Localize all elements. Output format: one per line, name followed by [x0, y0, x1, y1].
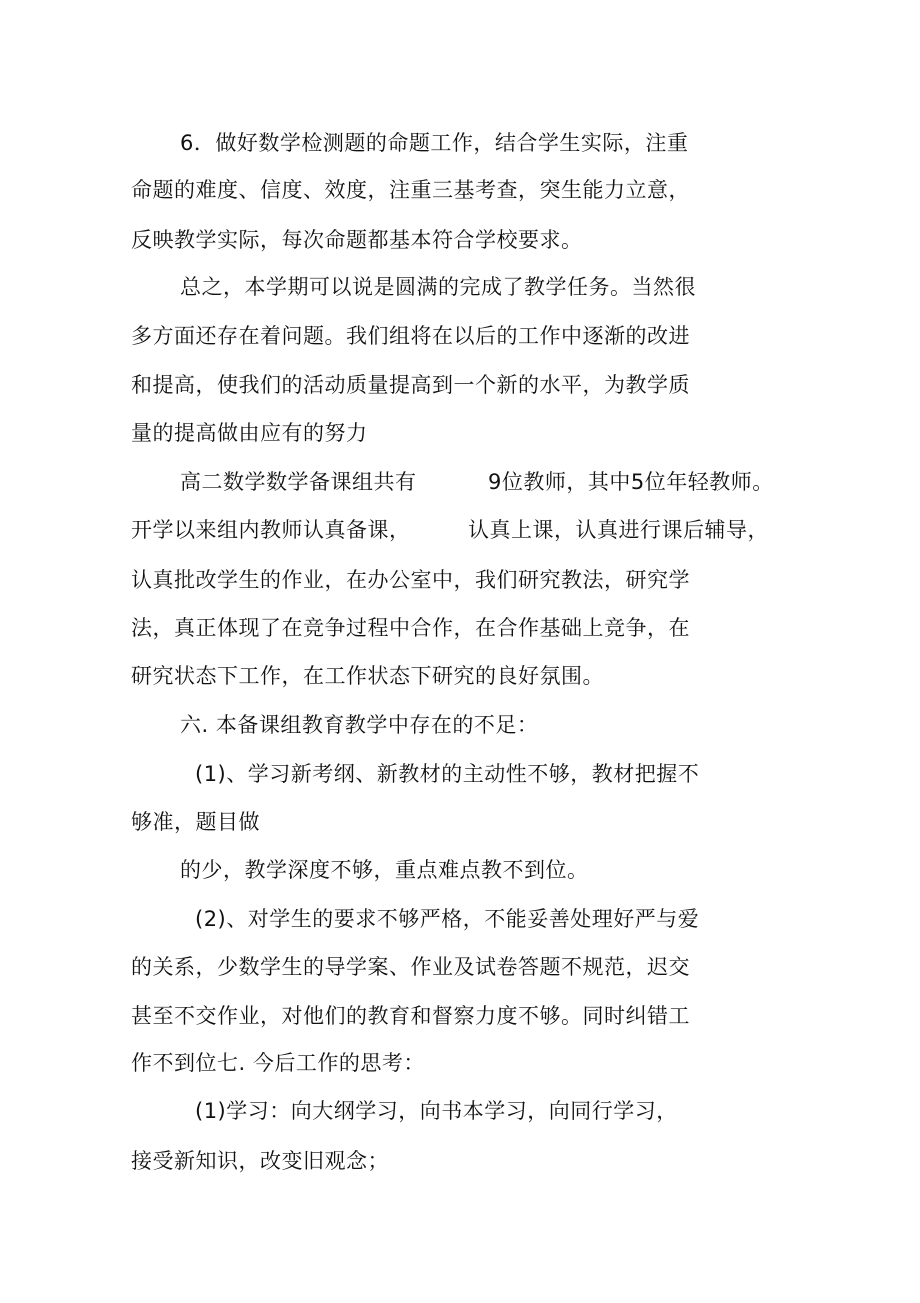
text-line: 和提高，使我们的活动质量提高到一个新的水平，为教学质 — [131, 373, 690, 397]
text-line: 高二数学数学备课组共有 — [180, 470, 417, 494]
text-line: 多方面还存在着问题。我们组将在以后的工作中逐渐的改进 — [131, 324, 690, 348]
text-line: 反映教学实际，每次命题都基本符合学校要求。 — [131, 228, 583, 252]
text-line: 总之，本学期可以说是圆满的完成了教学任务。当然很 — [180, 275, 696, 299]
text-line: 法，真正体现了在竞争过程中合作，在合作基础上竞争，在 — [131, 616, 690, 640]
text-line: 命题的难度、信度、效度，注重三基考查，突生能力立意， — [131, 178, 690, 202]
text-line: 的少，教学深度不够，重点难点教不到位。 — [180, 858, 589, 882]
text-line: 开学以来组内教师认真备课， — [131, 518, 411, 542]
text-line: 6．做好数学检测题的命题工作，结合学生实际，注重 — [180, 131, 689, 155]
text-line: (1)、学习新考纲、新教材的主动性不够，教材把握不 — [195, 762, 700, 786]
section-heading: 六. 本备课组教育教学中存在的不足： — [180, 713, 539, 737]
text-line: (2)、对学生的要求不够严格，不能妥善处理好严与爱 — [195, 907, 700, 931]
text-line: 作不到位七. 今后工作的思考： — [131, 1051, 425, 1075]
text-line: 量的提高做由应有的努力 — [131, 421, 368, 445]
text-line: 够准，题目做 — [131, 810, 260, 834]
text-line: (1)学习：向大纲学习，向书本学习，向同行学习， — [195, 1099, 678, 1123]
text-line: 研究状态下工作，在工作状态下研究的良好氛围。 — [131, 664, 604, 688]
text-line: 的关系，少数学生的导学案、作业及试卷答题不规范，迟交 — [131, 955, 690, 979]
text-line: 认真批改学生的作业，在办公室中，我们研究教法，研究学 — [131, 568, 690, 592]
text-line: 接受新知识，改变旧观念； — [131, 1149, 389, 1173]
text-line: 认真上课，认真进行课后辅导， — [468, 518, 769, 542]
text-line: 甚至不交作业，对他们的教育和督察力度不够。同时纠错工 — [131, 1004, 690, 1028]
text-line: 9位教师，其中5位年轻教师。 — [488, 470, 774, 494]
